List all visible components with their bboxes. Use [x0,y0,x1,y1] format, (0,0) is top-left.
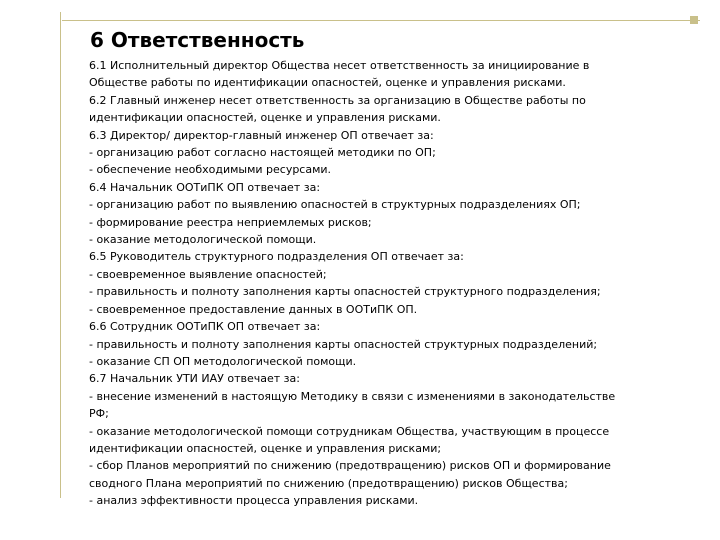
text-line: идентификации опасностей, оценке и управления рисками; [89,441,442,455]
text-line: РФ; [89,407,109,421]
text-line: - оказание методологической помощи сотрудникам Общества, участвующим в процессе [89,424,610,438]
text-line: - оказание СП ОП методологической помощи. [89,354,357,368]
text-line: - своевременное выявление опасностей; [89,267,327,281]
text-line: 6.4 Начальник ООТиПК ОП отвечает за: [89,180,321,194]
text-line: - своевременное предоставление данных в ООТиПК ОП. [89,302,418,316]
text-line: - анализ эффективности процесса управления рисками. [89,494,419,508]
text-line: - правильность и полноту заполнения карты опасностей структурного подразделения; [89,285,601,299]
slide-title: 6 Ответственность [90,28,305,52]
text-line: Обществе работы по идентификации опасностей, оценке и управления рисками. [89,76,566,90]
text-line: - организацию работ согласно настоящей методики по ОП; [89,146,436,160]
text-line: 6.2 Главный инженер несет ответственность за организацию в Обществе работы по [89,93,586,107]
text-line: 6.5 Руководитель структурного подразделения ОП отвечает за: [89,250,464,264]
text-line: - оказание методологической помощи. [89,233,317,247]
text-line: - правильность и полноту заполнения карты опасностей структурных подразделений; [89,337,598,351]
text-line: 6.6 Сотрудник ООТиПК ОП отвечает за: [89,320,321,334]
text-line: идентификации опасностей, оценке и управления рисками. [89,111,441,125]
text-line: 6.7 Начальник УТИ ИАУ отвечает за: [89,372,300,386]
decorative-vertical-rule [60,12,61,498]
responsibility-text [89,57,694,510]
text-line: - формирование реестра неприемлемых рисков; [89,215,372,229]
text-line: 6.1 Исполнительный директор Общества несет ответственность за инициирование в [89,59,590,72]
text-line: - сбор Планов мероприятий по снижению (предотвращению) рисков ОП и формирование [89,459,611,473]
text-line: 6.3 Директор/ директор-главный инженер ОП отвечает за: [89,128,434,142]
decorative-horizontal-rule [62,20,700,21]
decorative-corner-square [690,16,698,24]
text-line: - обеспечение необходимыми ресурсами. [89,163,332,177]
text-line: сводного Плана мероприятий по снижению (предотвращению) рисков Общества; [89,476,568,490]
text-line: - внесение изменений в настоящую Методику в связи с изменениями в законодательстве [89,389,616,403]
text-line: - организацию работ по выявлению опасностей в структурных подразделениях ОП; [89,198,581,212]
